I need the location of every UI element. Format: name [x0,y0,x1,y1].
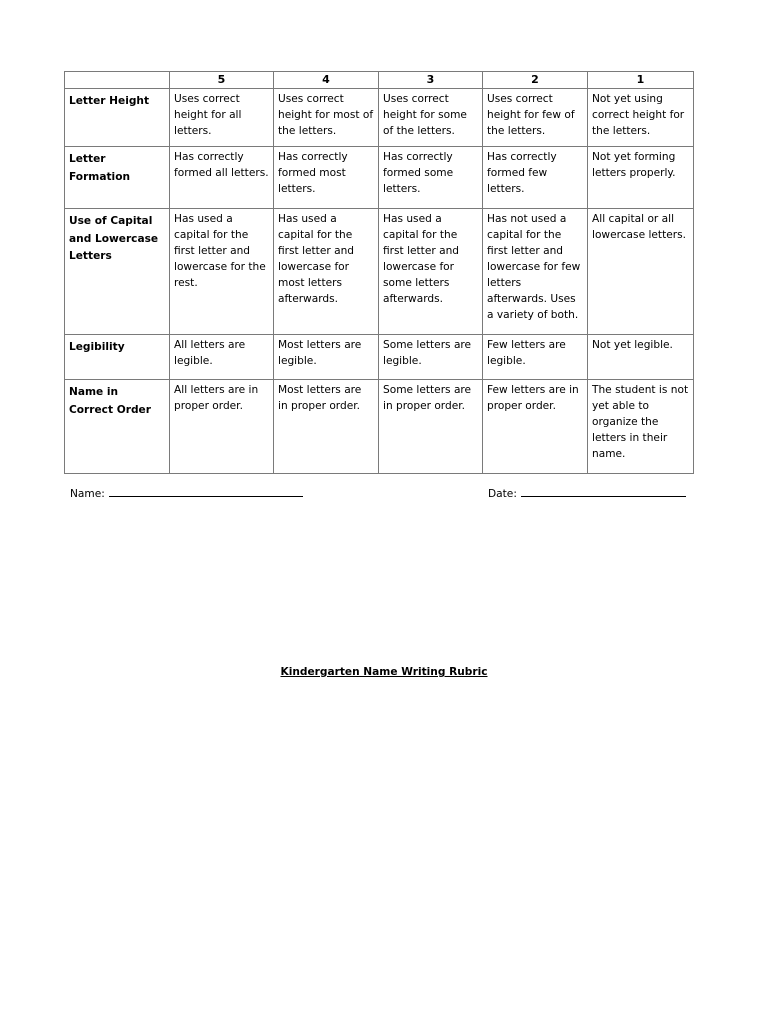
rubric-cell: Uses correct height for few of the letters. [483,89,588,147]
rubric-cell: Has used a capital for the first letter and lowercase for some letters afterwards. [379,209,483,335]
corner-cell [65,72,170,89]
document-title-container [0,665,768,679]
rubric-cell: All letters are in proper order. [170,380,274,474]
rubric-cell: All letters are legible. [170,335,274,380]
name-label: Name: [70,488,105,500]
rubric-row-letter-height [65,89,694,147]
header-row [65,72,694,89]
criterion-label: Letter Height [65,89,170,147]
rubric-cell: All capital or all lowercase letters. [588,209,694,335]
score-header-2: 2 [483,72,588,89]
rubric-cell: Uses correct height for most of the letters. [274,89,379,147]
rubric-cell: Few letters are in proper order. [483,380,588,474]
criterion-label: Legibility [65,335,170,380]
rubric-cell: Has not used a capital for the first letter and lowercase for few letters afterwards. Uses a variety of both. [483,209,588,335]
rubric-row-capital-lowercase [65,209,694,335]
criterion-label: Name in Correct Order [65,380,170,474]
date-label: Date: [488,488,517,500]
rubric-cell: Uses correct height for some of the letters. [379,89,483,147]
rubric-cell: Not yet forming letters properly. [588,147,694,209]
rubric-cell: Has used a capital for the first letter and lowercase for most letters afterwards. [274,209,379,335]
score-header-3: 3 [379,72,483,89]
score-header-5: 5 [170,72,274,89]
rubric-table [64,71,694,474]
rubric-row-name-order [65,380,694,474]
rubric-cell: Not yet legible. [588,335,694,380]
criterion-label: Letter Formation [65,147,170,209]
date-blank-line[interactable] [521,486,686,497]
rubric-cell: Most letters are legible. [274,335,379,380]
rubric-cell: Not yet using correct height for the letters. [588,89,694,147]
rubric-cell: Most letters are in proper order. [274,380,379,474]
score-header-4: 4 [274,72,379,89]
rubric-cell: Uses correct height for all letters. [170,89,274,147]
rubric-cell: Some letters are in proper order. [379,380,483,474]
rubric-row-letter-formation [65,147,694,209]
name-field [70,486,303,501]
rubric-cell: Has correctly formed some letters. [379,147,483,209]
rubric-cell: Has correctly formed all letters. [170,147,274,209]
rubric-row-legibility [65,335,694,380]
rubric-cell: Has used a capital for the first letter and lowercase for the rest. [170,209,274,335]
rubric-cell: Some letters are legible. [379,335,483,380]
name-blank-line[interactable] [109,486,303,497]
criterion-label: Use of Capital and Lowercase Letters [65,209,170,335]
rubric-cell: Few letters are legible. [483,335,588,380]
rubric-cell: Has correctly formed few letters. [483,147,588,209]
rubric-cell: Has correctly formed most letters. [274,147,379,209]
document-title: Kindergarten Name Writing Rubric [280,666,488,678]
rubric-cell: The student is not yet able to organize the letters in their name. [588,380,694,474]
score-header-1: 1 [588,72,694,89]
date-field [488,486,686,501]
